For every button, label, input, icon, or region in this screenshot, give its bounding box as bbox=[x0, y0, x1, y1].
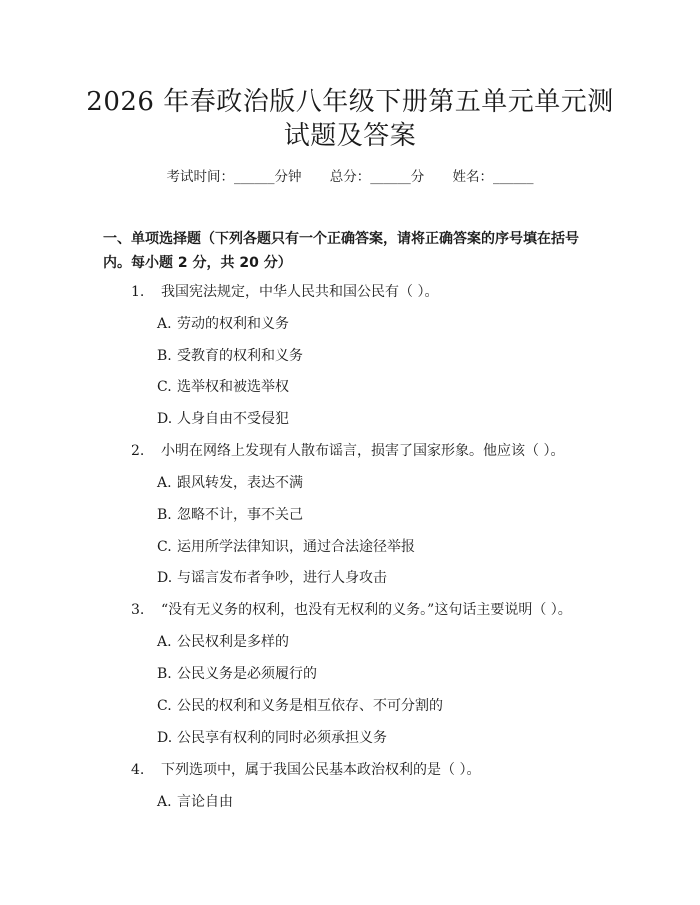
question-text: “没有无义务的权利，也没有无权利的义务。”这句话主要说明（ ）。 bbox=[161, 602, 572, 618]
option-text: 公民权利是多样的 bbox=[177, 634, 289, 650]
option-letter: A. bbox=[157, 475, 172, 491]
question-text: 小明在网络上发现有人散布谣言，损害了国家形象。他应该（ ）。 bbox=[161, 443, 565, 459]
option bbox=[157, 568, 387, 588]
option-text: 言论自由 bbox=[177, 794, 233, 810]
document-title-line2: 试题及答案 bbox=[283, 121, 417, 151]
option-text: 劳动的权利和义务 bbox=[177, 316, 289, 332]
option-text: 选举权和被选举权 bbox=[177, 379, 289, 395]
option-letter: C. bbox=[157, 698, 172, 714]
option-text: 公民的权利和义务是相互依存、不可分割的 bbox=[177, 698, 443, 714]
question bbox=[131, 282, 438, 302]
option-text: 跟风转发，表达不满 bbox=[177, 475, 303, 491]
option bbox=[157, 664, 317, 684]
option bbox=[157, 505, 303, 525]
option-letter: B. bbox=[157, 348, 172, 364]
question-number: 3. bbox=[131, 602, 145, 618]
question-number: 4. bbox=[131, 762, 145, 778]
option-text: 运用所学法律知识，通过合法途径举报 bbox=[177, 539, 415, 555]
option-text: 与谣言发布者争吵，进行人身攻击 bbox=[177, 570, 387, 586]
option-letter: D. bbox=[157, 570, 173, 586]
exam-time-label: 考试时间：______分钟 bbox=[166, 169, 302, 185]
question-number: 1. bbox=[131, 284, 145, 300]
section-heading: 一、单项选择题（下列各题只有一个正确答案，请将正确答案的序号填在括号内。每小题 2 分，共 20 分） bbox=[103, 231, 579, 271]
question bbox=[131, 600, 572, 620]
question-text: 下列选项中，属于我国公民基本政治权利的是（ ）。 bbox=[161, 762, 481, 778]
option bbox=[157, 728, 387, 748]
option bbox=[157, 346, 303, 366]
option bbox=[157, 792, 233, 812]
option-letter: D. bbox=[157, 411, 173, 427]
option-letter: C. bbox=[157, 379, 172, 395]
question-number: 2. bbox=[131, 443, 145, 459]
option bbox=[157, 377, 289, 397]
option-letter: A. bbox=[157, 794, 172, 810]
name-label: 姓名：______ bbox=[452, 169, 534, 185]
total-score-label: 总分：______分 bbox=[329, 169, 425, 185]
option-text: 公民义务是必须履行的 bbox=[177, 666, 317, 682]
option bbox=[157, 473, 303, 493]
question bbox=[131, 441, 564, 461]
exam-meta bbox=[0, 167, 700, 187]
option-text: 忽略不计，事不关己 bbox=[177, 507, 303, 523]
option-letter: A. bbox=[157, 316, 172, 332]
option-letter: D. bbox=[157, 730, 173, 746]
option-letter: B. bbox=[157, 507, 172, 523]
option bbox=[157, 409, 289, 429]
option bbox=[157, 696, 443, 716]
option-text: 受教育的权利和义务 bbox=[177, 348, 303, 364]
option-letter: B. bbox=[157, 666, 172, 682]
option bbox=[157, 314, 289, 334]
document-title-line1: 2026 年春政治版八年级下册第五单元单元测 bbox=[86, 87, 614, 117]
option bbox=[157, 537, 415, 557]
option-letter: A. bbox=[157, 634, 172, 650]
option-text: 人身自由不受侵犯 bbox=[177, 411, 289, 427]
option bbox=[157, 632, 289, 652]
option-letter: C. bbox=[157, 539, 172, 555]
option-text: 公民享有权利的同时必须承担义务 bbox=[177, 730, 387, 746]
question bbox=[131, 760, 480, 780]
question-text: 我国宪法规定，中华人民共和国公民有（ ）。 bbox=[161, 284, 439, 300]
